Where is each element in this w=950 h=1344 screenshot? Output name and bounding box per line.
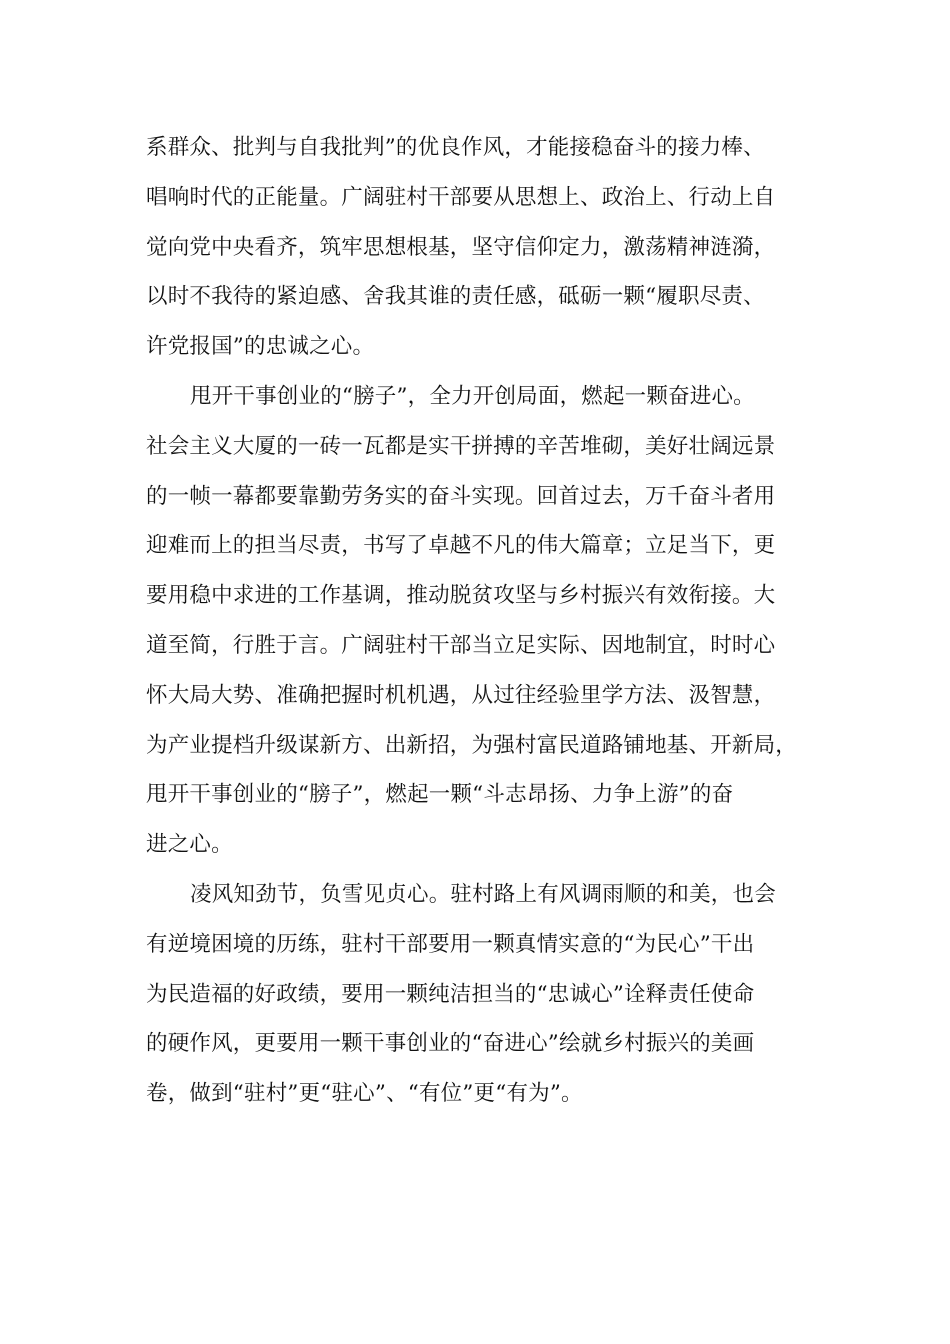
text-line-indented: 凌风知劲节，负雪见贞心。驻村路上有风调雨顺的和美，也会 [190,881,776,907]
text-line: 迎难而上的担当尽责，书写了卓越不凡的伟大篇章；立足当下，更 [146,533,776,559]
text-line: 甩开干事创业的“膀子”，燃起一颗“斗志昂扬、力争上游”的奋 [146,782,734,808]
paragraph-3 [146,870,808,1119]
text-line: 怀大局大势、准确把握时机机遇，从过往经验里学方法、汲智慧， [146,682,776,708]
text-line: 唱响时代的正能量。广阔驻村干部要从思想上、政治上、行动上自 [146,184,776,210]
text-line: 系群众、批判与自我批判”的优良作风，才能接稳奋斗的接力棒、 [146,135,765,160]
text-line: 为产业提档升级谋新方、出新招，为强村富民道路铺地基、开新局， [146,732,798,758]
text-line: 道至简，行胜于言。广阔驻村干部当立足实际、因地制宜，时时心 [146,632,776,658]
text-line: 社会主义大厦的一砖一瓦都是实干拼搏的辛苦堆砌，美好壮阔远景 [146,433,776,459]
text-line: 有逆境困境的历练，驻村干部要用一颗真情实意的“为民心”干出 [146,931,755,957]
text-line: 以时不我待的紧迫感、舍我其谁的责任感，砥砺一颗“履职尽责、 [146,284,765,310]
text-line: 的硬作风，更要用一颗干事创业的“奋进心”绘就乡村振兴的美画 [146,1031,755,1057]
paragraph-1 [146,123,808,372]
paragraph-2 [146,372,808,870]
text-line-indented: 甩开干事创业的“膀子”，全力开创局面，燃起一颗奋进心。 [190,383,755,409]
text-line: 觉向党中央看齐，筑牢思想根基，坚守信仰定力，激荡精神涟漪， [146,234,776,260]
text-line: 的一帧一幕都要靠勤劳务实的奋斗实现。回首过去，万千奋斗者用 [146,483,776,509]
text-line: 卷，做到“驻村”更“驻心”、“有位”更“有为”。 [146,1081,583,1107]
text-line: 进之心。 [146,832,233,858]
text-line: 要用稳中求进的工作基调，推动脱贫攻坚与乡村振兴有效衔接。大 [146,583,776,609]
document-body [146,123,808,1119]
text-line: 许党报国”的忠诚之心。 [146,334,375,360]
text-line: 为民造福的好政绩，要用一颗纯洁担当的“忠诚心”诠释责任使命 [146,981,755,1007]
